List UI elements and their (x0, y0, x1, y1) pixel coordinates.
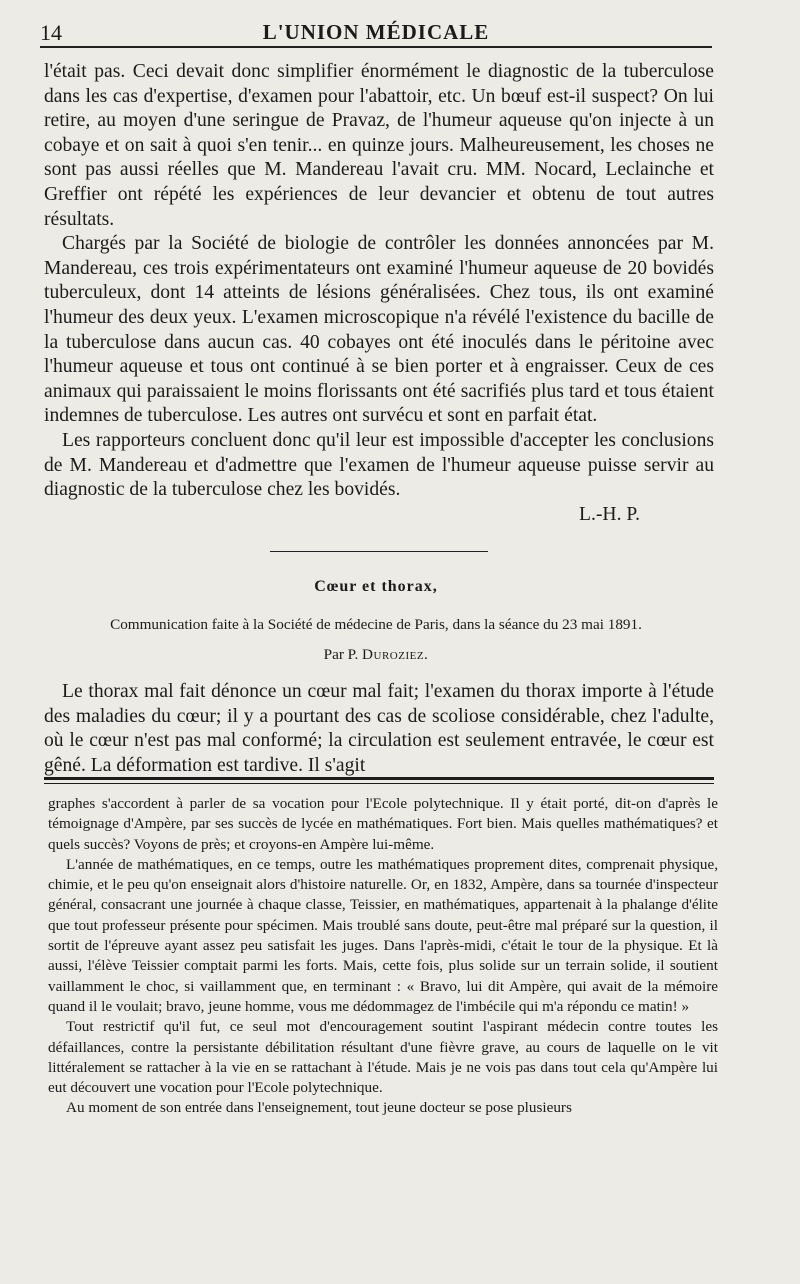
feuilleton-paragraph-4: Au moment de son entrée dans l'enseignement, tout jeune docteur se pose plusieurs (66, 1099, 572, 1117)
report-paragraph-1: l'était pas. Ceci devait donc simplifier énormément le diagnostic de la tuberculose dans les cas d'expertise, d'examen pour l'abattoir, etc. Un bœuf est-il suspect? On lui retire, au moyen d'une seringue de Pravaz, de l'humeur aqueuse qu'on injecte à un cobaye et on sait à quoi s'en tenir... en quinze jours. Malheureusement, les choses ne sont pas aussi réelles que M. Mandereau l'avait cru. MM. Nocard, Leclainche et Greffier ont répété les expériences de leur devancier et obtenu de tout autres résultats. (44, 61, 714, 230)
page-header (40, 14, 712, 44)
author-prefix: Par P. (323, 646, 359, 663)
report-paragraph-2: Chargés par la Société de biologie de contrôler les données annoncées par M. Mandereau, ces trois expérimentateurs ont examiné l'humeur aqueuse de 20 bovidés tuberculeux, dont 14 atteints de lésions généralisées. Chez tous, ils ont examiné l'humeur des deux yeux. L'examen microscopique n'a révélé l'existence du bacille de la tuberculose dans aucun cas. 40 cobayes ont été inoculés dans le péritoine avec l'humeur aqueuse et tous ont continué à se bien porter et à engraisser. Ceux de ces animaux qui paraissaient le moins florissants ont été sacrifiés plus tard et tous étaient indemnes de tuberculose. Les autres ont survécu et sont en parfait état. (44, 233, 714, 427)
feuilleton-section (48, 794, 718, 1119)
feuilleton-paragraph-1: graphes s'accordent à parler de sa vocation pour l'Ecole polytechnique. Il y était porté, dit-on d'après le témoignage d'Ampère, par ses succès de lycée en mathématiques. Fort bien. Mais quelles mathématiques? et quels succès? Voyons de près; et croyons-en Ampère lui-même. (48, 795, 718, 853)
report-paragraph-3: Les rapporteurs concluent donc qu'il leur est impossible d'accepter les conclusions de M. Mandereau et d'admettre que l'examen de l'humeur aqueuse puisse servir au diagnostic de la tuberculose chez les bovidés. (44, 429, 714, 501)
feuilleton-rule-thin (44, 783, 714, 784)
article-author (40, 646, 712, 664)
author-name: Duroziez. (362, 646, 429, 663)
feuilleton-paragraph-3: Tout restrictif qu'il fut, ce seul mot d'encouragement soutint l'aspirant médecin contre toutes les défaillances, contre la persistante débilitation résultant d'une fièvre grave, au cours de laquelle on le vit littéralement se rattacher à la vie en se rattachant à l'étude. Mais je ne vois pas dans tout cela qu'Ampère lui eut découvert une vocation pour l'Ecole polytechnique. (48, 1018, 718, 1097)
report-signature: L.-H. P. (579, 503, 640, 525)
running-title: L'UNION MÉDICALE (262, 20, 490, 44)
page-number: 14 (40, 20, 62, 45)
report-section (44, 60, 714, 527)
header-rule (40, 46, 712, 48)
article-note: Communication faite à la Société de médecine de Paris, dans la séance du 23 mai 1891. (110, 616, 642, 633)
article-paragraph: Le thorax mal fait dénonce un cœur mal fait; l'examen du thorax importe à l'étude des maladies du cœur; il y a pourtant des cas de scoliose considérable, chez l'adulte, où le cœur n'est pas mal conformé; la circulation est seulement entravée, le cœur est gêné. La déformation est tardive. Il s'agit (44, 681, 714, 776)
article-body (44, 680, 714, 778)
section-divider (270, 551, 488, 552)
feuilleton-paragraph-2: L'année de mathématiques, en ce temps, outre les mathématiques proprement dites, comprenait physique, chimie, et le peu qu'on enseignait alors d'histoire naturelle. Or, en 1832, Ampère, dans sa tournée d'inspecteur général, consacrant une journée à chaque classe, Teissier, en mathématiques, appartenait à la phalange d'élite que tout professeur présente pour spécimen. Mais troublé sans doute, peut-être mal préparé sur la question, il sortit de l'épreuve ayant assez peu satisfait les juges. Dans l'après-midi, c'était le tour de la physique. Et là aussi, l'élève Teissier comptait parmi les forts. Mais, cette fois, plus solide sur un terrain solide, il soutient vaillamment le choc, si vaillamment que, en terminant : « Bravo, lui dit Ampère, qui avait de la mémoire quand il le voulait; bravo, jeune homme, vous me dédommagez de l'imbécile qui m'a répondu ce matin! » (48, 855, 718, 1015)
article-title: Cœur et thorax, (314, 578, 438, 595)
feuilleton-rule-thick (44, 777, 714, 780)
